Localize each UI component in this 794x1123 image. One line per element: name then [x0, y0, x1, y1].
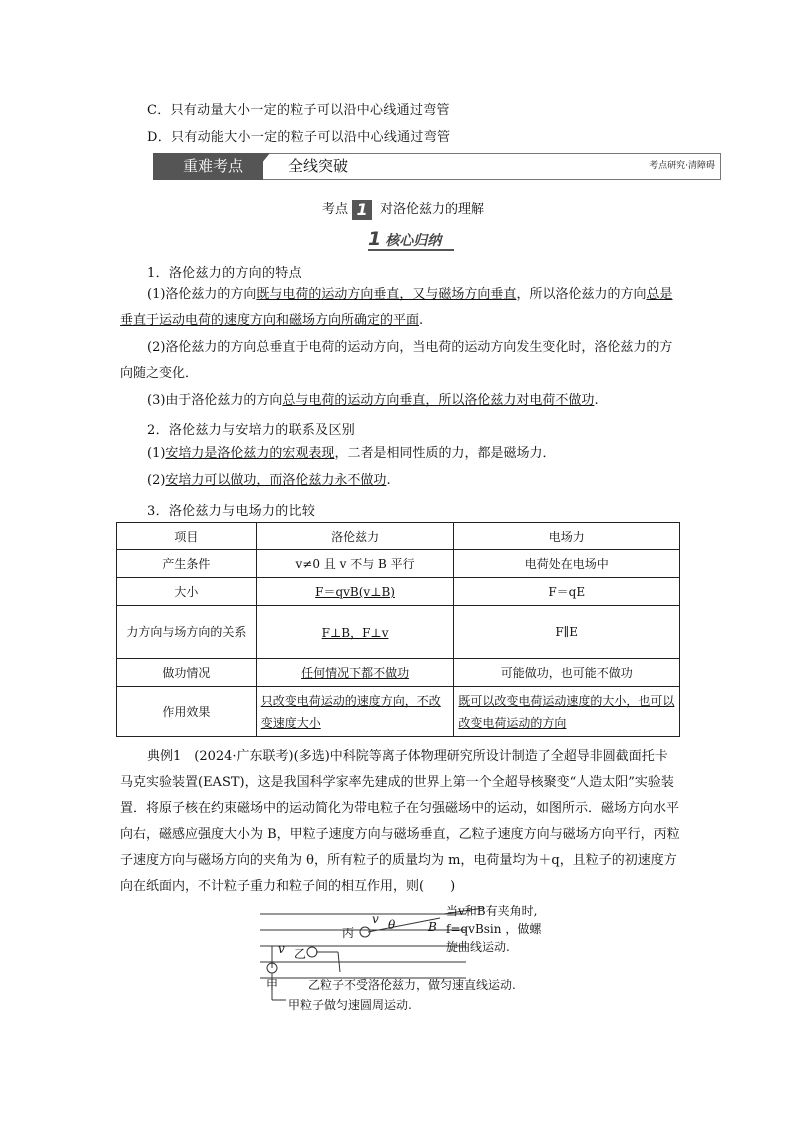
banner-subtitle: 全线突破 — [288, 157, 349, 175]
table-cell: 大小 — [117, 578, 257, 606]
note-1b: f=qvBsin ，做螺 — [446, 922, 542, 936]
option-c: C．只有动量大小一定的粒子可以沿中心线通过弯管 — [147, 103, 450, 118]
table-cell: 力方向与场方向的关系 — [117, 606, 257, 659]
banner-title: 重难考点 — [153, 153, 263, 180]
table-row — [117, 550, 680, 578]
underline-text: 安培力是洛伦兹力的宏观表现 — [165, 446, 335, 461]
table-cell: v≠0 且 v 不与 B 平行 — [256, 550, 454, 578]
table-cell: 产生条件 — [117, 550, 257, 578]
table-cell: 作用效果 — [117, 687, 257, 737]
note-1c: 旋曲线运动. — [446, 940, 510, 954]
label-v-top: v — [372, 912, 379, 926]
table-cell: 只改变电荷运动的速度方向，不改变速度大小 — [256, 687, 454, 737]
table-header-cell: 电场力 — [454, 523, 680, 550]
label-v-left: v — [278, 942, 285, 956]
note-2: 乙粒子不受洛伦兹力，做匀速直线运动. — [308, 978, 516, 992]
core-summary-number: 1 — [368, 228, 382, 250]
particle-figure — [258, 900, 588, 1015]
label-theta: θ — [388, 918, 396, 932]
table-cell: F＝qE — [454, 578, 680, 606]
banner-right-text: 考点研究·清障碍 — [649, 161, 715, 171]
paragraph-3: (3)由于洛伦兹力的方向总与电荷的运动方向垂直，所以洛伦兹力对电荷不做功. — [147, 393, 599, 408]
table-row — [117, 659, 680, 687]
kaodian-label: 考点 — [322, 202, 349, 217]
comparison-table — [116, 522, 680, 737]
table-cell: 电荷处在电场中 — [454, 550, 680, 578]
underline-text: 总是垂直于运动电荷的速度方向和磁场方向所确定的平面 — [120, 287, 673, 328]
heading-1: 1．洛伦兹力的方向的特点 — [147, 266, 302, 281]
note-1a: 当v和B有夹角时, — [446, 904, 538, 918]
note-3: 甲粒子做匀速圆周运动. — [288, 998, 412, 1012]
table-cell: F∥E — [454, 606, 680, 659]
label-yi: 乙 — [294, 947, 307, 961]
table-row — [117, 687, 680, 737]
kaodian-number-badge: 1 — [352, 200, 372, 220]
option-d: D．只有动能大小一定的粒子可以沿中心线通过弯管 — [147, 130, 451, 145]
kaodian-heading — [322, 198, 484, 220]
paragraph-2: (2)洛伦兹力的方向总垂直于电荷的运动方向，当电荷的运动方向发生变化时，洛伦兹力的方向随之变化． — [120, 340, 673, 381]
table-row — [117, 578, 680, 606]
table-row — [117, 606, 680, 659]
table-header-row — [117, 523, 680, 550]
label-B: B — [428, 920, 437, 934]
kaodian-title: 对洛伦兹力的理解 — [380, 202, 485, 217]
table-cell: 做功情况 — [117, 659, 257, 687]
banner-slash — [248, 153, 270, 180]
paragraph-4: (1)安培力是洛伦兹力的宏观表现，二者是相同性质的力，都是磁场力． — [147, 446, 556, 461]
section-banner — [153, 153, 721, 180]
label-jia: 甲 — [266, 978, 279, 992]
paragraph-1: (1)洛伦兹力的方向既与电荷的运动方向垂直，又与磁场方向垂直，所以洛伦兹力的方向总是垂直于运动电荷的速度方向和磁场方向所确定的平面. — [120, 287, 673, 328]
table-header-cell: 项目 — [117, 523, 257, 550]
table-cell: 既可以改变电荷运动速度的大小，也可以改变电荷运动的方向 — [454, 687, 680, 737]
example-paragraph: 典例1 (2024·广东联考)(多选)中科院等离子体物理研究所设计制造了全超导非圆截面托卡马克实验装置(EAST)，这是我国科学家率先建成的世界上第一个全超导核聚变“人造太阳”实验装置．将原子核在约束磁场中的运动简化为带电粒子在匀强磁场中的运动，如图所示．磁场方向水平向右，磁感应强度大小为 B，甲粒子速度方向与磁场垂直，乙粒子速度方向与磁场方向平行，丙粒子速度方向与磁场方向的夹角为 θ，所有粒子的质量均为 m，电荷量均为＋q，且粒子的初速度方向在纸面内，不计粒子重力和粒子间的相互作用，则( ) — [120, 749, 680, 894]
core-summary-title: 核心归纳 — [385, 233, 442, 249]
heading-3: 3．洛伦兹力与电场力的比较 — [147, 504, 316, 519]
table-cell: 任何情况下都不做功 — [256, 659, 454, 687]
paragraph-5: (2)安培力可以做功，而洛伦兹力永不做功. — [147, 473, 391, 488]
underline-text: 安培力可以做功，而洛伦兹力永不做功 — [165, 473, 387, 488]
underline-text: 总与电荷的运动方向垂直，所以洛伦兹力对电荷不做功 — [282, 393, 595, 408]
heading-2: 2．洛伦兹力与安培力的联系及区别 — [147, 423, 356, 438]
table-cell: F⊥B，F⊥v — [256, 606, 454, 659]
label-bing: 丙 — [342, 926, 355, 940]
underline-text: 既与电荷的运动方向垂直，又与磁场方向垂直 — [256, 287, 517, 302]
core-summary-heading — [368, 228, 454, 251]
table-header-cell: 洛伦兹力 — [256, 523, 454, 550]
table-cell: 可能做功，也可能不做功 — [454, 659, 680, 687]
table-cell: F＝qvB(v⊥B) — [256, 578, 454, 606]
